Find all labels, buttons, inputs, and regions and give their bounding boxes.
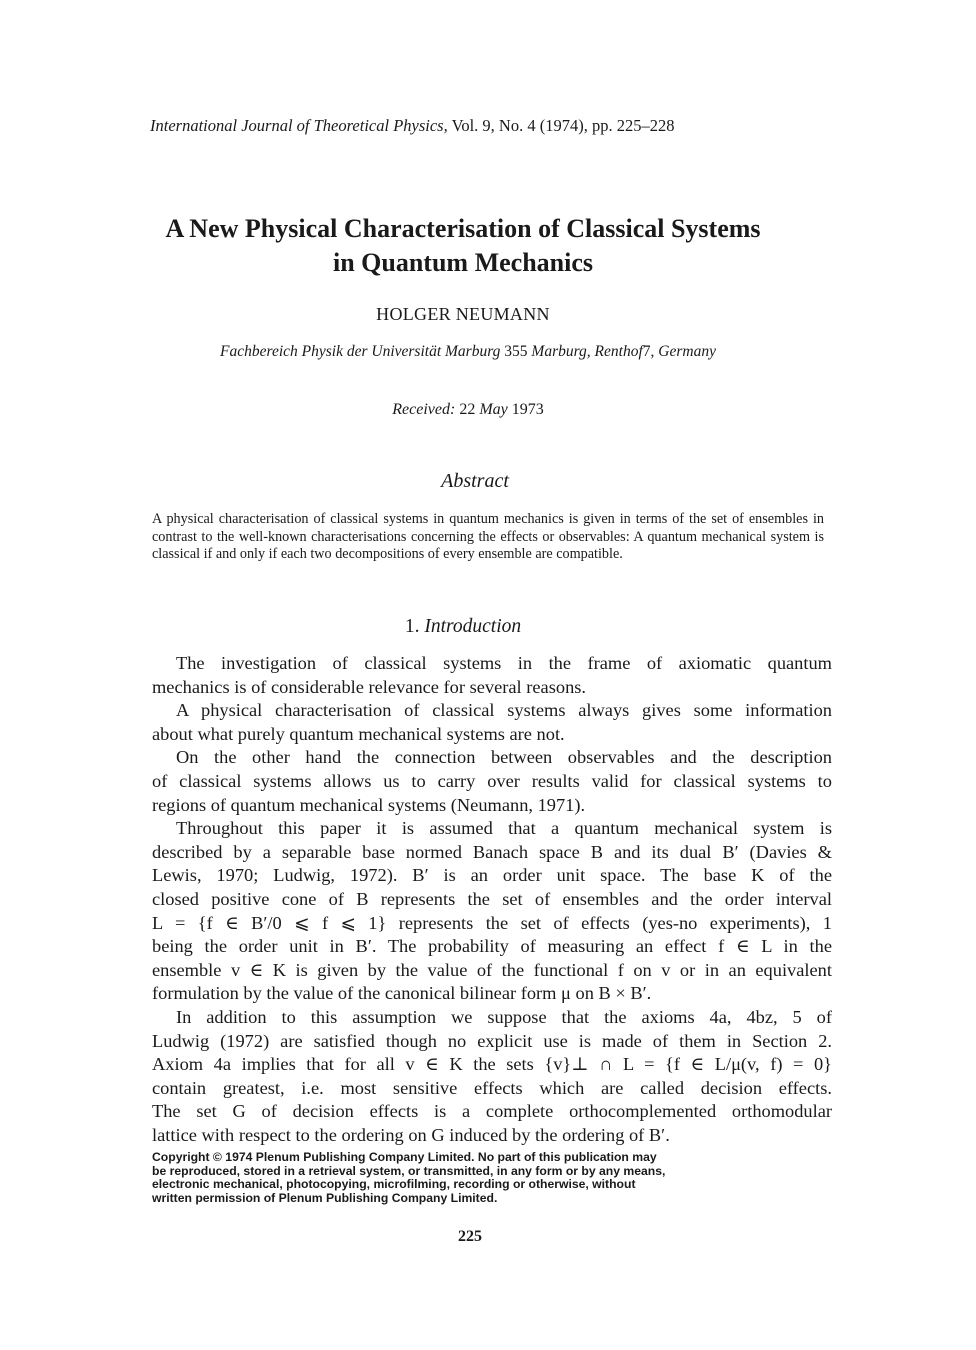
body-line: regions of quantum mechanical systems (Neumann, 1971). xyxy=(152,794,586,815)
received-year: 1973 xyxy=(511,401,544,418)
received-label: Received: xyxy=(392,401,456,418)
body-line: Ludwig (1972) are satisfied though no explicit use is made of them in Section 2. xyxy=(152,1030,832,1051)
body-line: Throughout this paper it is assumed that a quantum mechanical system is xyxy=(176,818,832,839)
body-line: contain greatest, i.e. most sensitive effects which are called decision effects. xyxy=(152,1077,832,1098)
body-line: lattice with respect to the ordering on G induced by the ordering of B′. xyxy=(152,1124,670,1145)
body-line: Axiom 4a implies that for all v ∈ K the sets {v}⊥ ∩ L = {f ∈ L/μ(v, f) = 0} xyxy=(152,1054,832,1075)
received-day: 22 xyxy=(459,401,476,418)
affiliation-street: Marburg, Renthof xyxy=(531,343,643,360)
body-line: described by a separable base normed Banach space B and its dual B′ (Davies & xyxy=(152,841,832,862)
section-title: Introduction xyxy=(424,616,522,637)
body-line: In addition to this assumption we suppose that the axioms 4a, 4bz, 5 of xyxy=(176,1006,832,1027)
title-line-2: in Quantum Mechanics xyxy=(332,248,594,277)
body-line: being the order unit in B′. The probability of measuring an effect f ∈ L in the xyxy=(152,936,832,957)
section-number: 1. xyxy=(404,616,420,637)
introduction-body xyxy=(152,652,832,1147)
body-line: Lewis, 1970; Ludwig, 1972). B′ is an order unit space. The base K of the xyxy=(152,865,832,886)
body-line: L = {f ∈ B′/0 ⩽ f ⩽ 1} represents the set of effects (yes-no experiments), 1 xyxy=(152,912,832,933)
body-line: The investigation of classical systems in the frame of axiomatic quantum xyxy=(176,653,832,673)
body-line: The set G of decision effects is a complete orthocomplemented orthomodular xyxy=(152,1101,832,1122)
received-month: May xyxy=(479,401,508,418)
body-line: about what purely quantum mechanical systems are not. xyxy=(152,723,565,744)
affiliation-institution: Fachbereich Physik der Universität Marburg xyxy=(220,343,501,360)
body-line: On the other hand the connection between observables and the description xyxy=(176,747,832,768)
body-line: closed positive cone of B represents the set of ensembles and the order interval xyxy=(152,888,832,909)
received-date xyxy=(0,401,936,419)
affiliation-postcode: 355 xyxy=(504,343,528,360)
abstract-heading: Abstract xyxy=(441,470,509,492)
copyright-notice xyxy=(152,1151,824,1205)
page-number: 225 xyxy=(458,1228,482,1245)
author-name: HOLGER NEUMANN xyxy=(376,304,550,324)
body-line: of classical systems allows us to carry over results valid for classical systems to xyxy=(152,770,832,791)
copyright-line: written permission of Plenum Publishing Company Limited. xyxy=(152,1190,498,1205)
body-line: mechanics is of considerable relevance for several reasons. xyxy=(152,676,587,697)
journal-citation xyxy=(150,116,674,136)
body-line: formulation by the value of the canonical bilinear form μ on B × B′. xyxy=(152,983,652,1004)
body-line: A physical characterisation of classical systems always gives some information xyxy=(176,700,832,721)
abstract-text: A physical characterisation of classical systems in quantum mechanics is given in terms of the set of ensembles in contrast to the well-known characterisations concerning the effects or observables: A quantum mechanical system is classical if and only if each two decompositions of every ensemble are compatible. xyxy=(152,511,824,563)
paper-title xyxy=(0,212,926,280)
copyright-line: be reproduced, stored in a retrieval system, or transmitted, in any form or by any means, xyxy=(152,1163,666,1178)
author-affiliation xyxy=(0,343,936,361)
affiliation-country: Germany xyxy=(658,343,716,360)
section-heading-introduction xyxy=(0,616,926,638)
affiliation-house-number: 7, xyxy=(642,343,655,360)
title-line-1: A New Physical Characterisation of Classical Systems xyxy=(165,214,761,243)
volume-info: Vol. 9, No. 4 (1974), pp. 225–228 xyxy=(451,116,675,135)
body-line: ensemble v ∈ K is given by the value of the functional f on v or in an equivalent xyxy=(152,959,832,980)
copyright-line: electronic mechanical, photocopying, microfilming, recording or otherwise, without xyxy=(152,1177,636,1192)
journal-name: International Journal of Theoretical Physics, xyxy=(150,116,448,135)
copyright-line: Copyright © 1974 Plenum Publishing Company Limited. No part of this publication may xyxy=(152,1150,657,1164)
